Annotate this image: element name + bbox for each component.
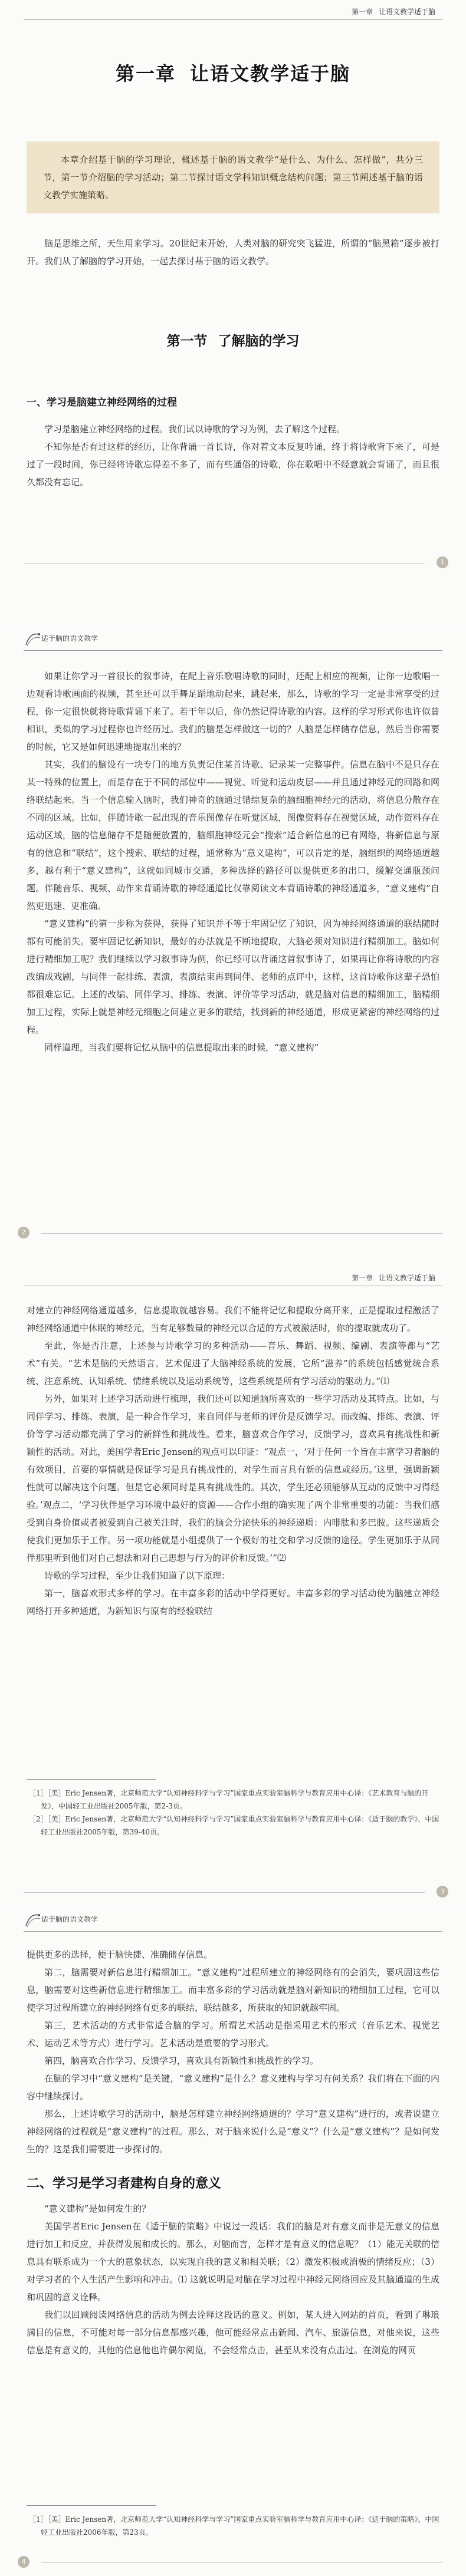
left-running-head-title: 适于脑的语文教学 xyxy=(41,1915,99,1923)
page-2-body xyxy=(27,667,439,1056)
page-3-footnotes xyxy=(27,1779,439,1839)
paragraph: 另外，如果对上述学习活动进行梳理，我们还可以知道脑所喜欢的一些学习活动及其特点。比如，与同伴学习、排练、表演，是一种合作学习，来自同伴与老师的评价是反馈学习。而改编、排练、表演、评价等学习活动都充满了学习的新鲜性和挑战性。看来，脑喜欢合作学习，反馈学习，喜欢具有挑战性和新颖性的活动。对此，美国学者Eric Jensen的观点可以印证：“观点一，‘对于任何一个旨在丰富学习者脑的有效项目，首要的事情就是保证学习是具有挑战性的，对学生而言具有新的信息或经历。’这里，强调新颖性就可以解决这个问题。但是它必须同时是具有挑战性的。其次，学生还必须能够从互动的反馈中习得经验。’观点二，‘学习伙伴是学习环境中最好的资源——合作小组的确实现了两个非常重要的功能：当我们感受到自身价值或者被爱到自己被关注时，我们的脑会分泌快乐的神经递质：内啡肽和多巴胺。这些递质会使我们更加乐于工作。另一项功能就是小组提供了一个极好的社交和学习反馈的途径。学生更加乐于从同伴那里听到他们对自己想法和对自己思想与行为的评价和反馈。’”⑵ xyxy=(27,1394,439,1564)
paragraph: “意义建构”的第一步称为获得，获得了知识并不等于牢固记忆了知识，因为神经网络通道的联结随时都有可能消失。要牢固记忆新知识，最好的办法就是不断地提取，大脑必须对知识进行精细加工。脑如何进行精细加工呢？我们继续以学习叙事诗为例，你已经可以背诵这首叙事诗了，如果再让你将诗歌的内容改编成戏剧，与同伴一起排练、表演，表演结束再到同伴、老师的点评中，这样，这首诗歌你这辈子恐怕都很难忘记。上述的改编、同伴学习、排练、表演、评价等学习活动，就是脑对信息的精细加工，脑精细加工过程，实际上就是神经元细胞之间建立更多的联结，找到新的神经通道，形成更紧密的神经网络的过程。 xyxy=(27,918,439,1035)
intro-wrap xyxy=(27,235,439,270)
section-title-text: 了解脑的学习 xyxy=(218,333,300,349)
running-head-chapter: 第一章 xyxy=(352,8,373,16)
paragraph: 如果让你学习一首很长的叙事诗，在配上音乐歌唱诗歌的同时，还配上相应的视频，让你一边歌唱一边观看诗歌画面的视频，甚至还可以手舞足蹈地动起来，跳起来，那么，诗歌的学习一定是非常享受的过程，你一定很快就将诗歌背诵下来了。若干年以后，你仍然记得诗歌的内容。这样的学习形式你也许似曾相识，类似的学习过程你也许经历过。我们的脑是怎样做这一切的？人脑是怎样储存信息，然后当你需要的时候，它又是如何迅速地提取出来的？ xyxy=(27,670,439,752)
book-icon xyxy=(24,631,42,648)
paragraph: 在脑的学习中“意义建构”是关键，“意义建构”是什么？意义建构与学习有何关系？我们将在下面的内容中继续探讨。 xyxy=(27,2073,439,2101)
page-1 xyxy=(0,0,466,625)
heading-2: 二、学习是学习者建构自身的意义 xyxy=(27,2175,222,2191)
page-3-body xyxy=(27,1302,439,1620)
footnote: ［2］［美］Eric Jensen著，北京师范大学“认知神经科学与学习”国家重点实验室脑科学与教育应用中心译：《适于脑的教学》，中国轻工业出版社2005年版，第39-40页。 xyxy=(29,1815,439,1837)
book-icon xyxy=(24,1912,42,1929)
chapter-abstract: 本章介绍基于脑的学习理论，概述基于脑的语文教学“是什么、为什么、怎样做”，共分三节，第一节介绍脑的学习活动；第二节探讨语文学科知识概念结构问题；第三节阐述基于脑的语文教学实施策略。 xyxy=(27,141,439,213)
paragraph: 对建立的神经网络通道越多，信息提取就越容易。我们不能将记忆和提取分离开来，正是提取过程激活了神经网络通道中休眠的神经元，当有足够数量的神经元以合适的方式被激活时，你的提取就成功了。 xyxy=(27,1305,439,1334)
question-line: “意义建构”是如何发生的？ xyxy=(44,2203,151,2214)
left-running-head-rule xyxy=(24,650,442,651)
chapter-title xyxy=(27,59,439,86)
running-head xyxy=(0,0,466,24)
chapter-title-text: 让语文教学适于脑 xyxy=(190,62,351,85)
paragraph: 第二，脑需要对新信息进行精细加工。“意义建构”过程所建立的神经网络有的会消失，要巩固这些信息，脑需要对这些新信息进行精细加工。而丰富多彩的学习活动就是脑对新知识的精细加工过程，它可以使学习过程所建立的神经网络有更多的联结，联结越多，所获取的知识就越牢固。 xyxy=(27,1966,439,2013)
section-title-wrap xyxy=(27,330,439,350)
divider xyxy=(41,2562,442,2563)
left-running-head xyxy=(24,626,442,652)
running-head-rule xyxy=(24,19,442,20)
chapter-number: 第一章 xyxy=(115,62,176,85)
abstract-wrap xyxy=(27,141,439,213)
paragraph: 第一，脑喜欢形式多样的学习。在丰富多彩的活动中学得更好。丰富多彩的学习活动使为脑建立神经网络打开多种通道，为新知识与原有的经验联结 xyxy=(27,1588,439,1617)
page-1-body xyxy=(27,394,439,491)
paragraph: 提供更多的选择，便于脑快捷、准确储存信息。 xyxy=(27,1949,213,1960)
running-head-chapter: 第一章 xyxy=(352,1274,373,1283)
page-number: 4 xyxy=(18,2556,29,2568)
running-head-title: 让语文教学适于脑 xyxy=(378,8,435,16)
page-1-content xyxy=(27,59,439,86)
divider xyxy=(41,1233,442,1234)
paragraph: 不知你是否有过这样的经历，让你背诵一首长诗，你对着文本反复吟诵，终于将诗歌背下来了，可是过了一段时间，你已经将诗歌忘得差不多了，而有些通俗的诗歌，你在歌唱中不经意就会背诵了，而且很久都没有忘记。 xyxy=(27,442,439,487)
running-head-title: 让语文教学适于脑 xyxy=(378,1274,435,1283)
paragraph: 其实，我们的脑设有一块专门的地方负责记住某首诗歌、记录某一完整事件。信息在脑中不是只存在某一特殊的位置上，而是存在于不同的部位中——视觉、听觉和运动皮层——并且通过神经元的回路和网络联结起来。当一个信息输入脑时，我们神奇的脑通过错综复杂的脑细胞神经元的活动，将信息分散存在不同的区域。比如，伴随诗歌一起出现的音乐图像存在听觉区域，图像资料存在视觉区域，动作资料存在运动区域，脑的信息储存不是随便放置的，脑细胞神经元会“搜索”适合新信息的已有网络，将新信息与原有的信息和“联结”，这个搜索、联结的过程，通常称为“意义建构”，可以肯定的是，脑组织的网络通道越多，越有利于“意义建构”，这就如同城市交通，多种选择的路径可以提供更多的出口，缓解交通瓶颈问题。伴随音乐、视频、动作来背诵诗歌的神经通道比仅靠阅读文本背诵诗歌的神经通道多，“意义建构”自然更迅速、更准确。 xyxy=(27,759,439,911)
paragraph: 第四，脑喜欢合作学习、反馈学习，喜欢具有新颖性和挑战性的学习。 xyxy=(44,2055,319,2066)
left-running-head-title: 适于脑的语文教学 xyxy=(41,634,99,643)
running-head xyxy=(0,1266,466,1290)
divider xyxy=(24,1892,425,1893)
paragraph: 学习是脑建立神经网络的过程。我们试以诗歌的学习为例，去了解这个过程。 xyxy=(44,424,346,434)
paragraph: 诗歌的学习过程，至少让我们知道了以下原理： xyxy=(44,1570,231,1582)
page-number: 1 xyxy=(437,556,448,568)
page-4 xyxy=(0,1907,466,2576)
page-number: 2 xyxy=(18,1227,29,1238)
footnote: ［1］［美］Eric Jensen著，北京师范大学“认知神经科学与学习”国家重点实验室脑科学与教育应用中心译：《适于脑的策略》，中国轻工业出版社2006年版，第23页。 xyxy=(29,2515,439,2537)
paragraph: 美国学者Eric Jensen在《适于脑的策略》中说过一段话：我们的脑是对有意义而非是无意义的信息进行加工和反应，并获得发展和成长的。那么，对脑而言，怎样才是有意义的信息呢？（1）能无关联的信息具有联系成为一个大的意象状态，以实现自我的意义和相关联；（2）激发积极或消极的情绪反应；（3）对学习者的个人生活产生影响和冲击。⑴ 这就说明是对脑在学习过程中神经元网络回应及其脑通道的生成和巩固的意义诠释。 xyxy=(27,2221,439,2302)
paragraph: 我们以回顾阅读网络信息的活动为例去诠释这段话的意义。例如，某人进入网站的首页，看到了琳琅满目的信息，不可能对每一部分信息都感兴趣，他可能经常点击新闻、汽车、旅游信息，对他来说，这些信息是有意义的，其他的信息他也许偶尔阅览，不会经常点击，甚至从来没有点击过。在浏览的网页 xyxy=(27,2309,439,2356)
left-running-head-rule xyxy=(24,1931,442,1932)
paragraph: 那么，上述诗歌学习的活动中，脑是怎样建立神经网络通道的？学习“意义建构”进行的，或者说建立神经网络的过程就是“意义建构”的过程。那么，对于脑来说什么是“意义”？什么是“意义建构”？是如何发生的？这是我们需要进一步探讨的。 xyxy=(27,2108,439,2155)
paragraph: 至此，你是否注意，上述参与诗歌学习的多种活动——音乐、舞蹈、视频、编剧、表演等都与“艺术”有关。“艺术是脑的天然语言。艺术促进了大脑神经系统的发展，它所“滋养”的系统包括感觉统合系统、注意系统、认知系统、情绪系统以及运动系统等，这些系统是所有学习活动的驱动力。”⑴ xyxy=(27,1340,439,1387)
section-title xyxy=(27,330,439,350)
page-4-footnotes xyxy=(27,2505,439,2539)
paragraph: 第三，艺术活动的方式非常适合脑的学习。所谓艺术活动是指采用艺术的形式（音乐艺术、视觉艺术、运动艺术等方式）进行学习。艺术活动是重要的学习形式。 xyxy=(27,2020,439,2048)
divider xyxy=(24,563,425,564)
page-2 xyxy=(0,626,466,1266)
paragraph: 同样道理，当我们要将记忆从脑中的信息提取出来的时候，“意义建构” xyxy=(44,1042,319,1053)
page-3 xyxy=(0,1266,466,1906)
page-4-body xyxy=(27,1946,439,2359)
section-number: 第一节 xyxy=(166,333,208,349)
page-number: 3 xyxy=(437,1886,448,1898)
subheading-1: 一、学习是脑建立神经网络的过程 xyxy=(27,397,177,409)
chapter-intro: 脑是思维之所，天生用来学习。20世纪末开始，人类对脑的研究突飞猛进，所谓的“脑黑箱”逐步被打开。我们从了解脑的学习开始，一起去探讨基于脑的语文教学。 xyxy=(27,238,439,266)
left-running-head xyxy=(24,1907,442,1933)
footnote: ［1］［美］Eric Jensen著，北京师范大学“认知神经科学与学习”国家重点实验室脑科学与教育应用中心译：《艺术教育与脑的开发》，中国轻工业出版社2005年版，第2-3页。 xyxy=(29,1789,429,1811)
